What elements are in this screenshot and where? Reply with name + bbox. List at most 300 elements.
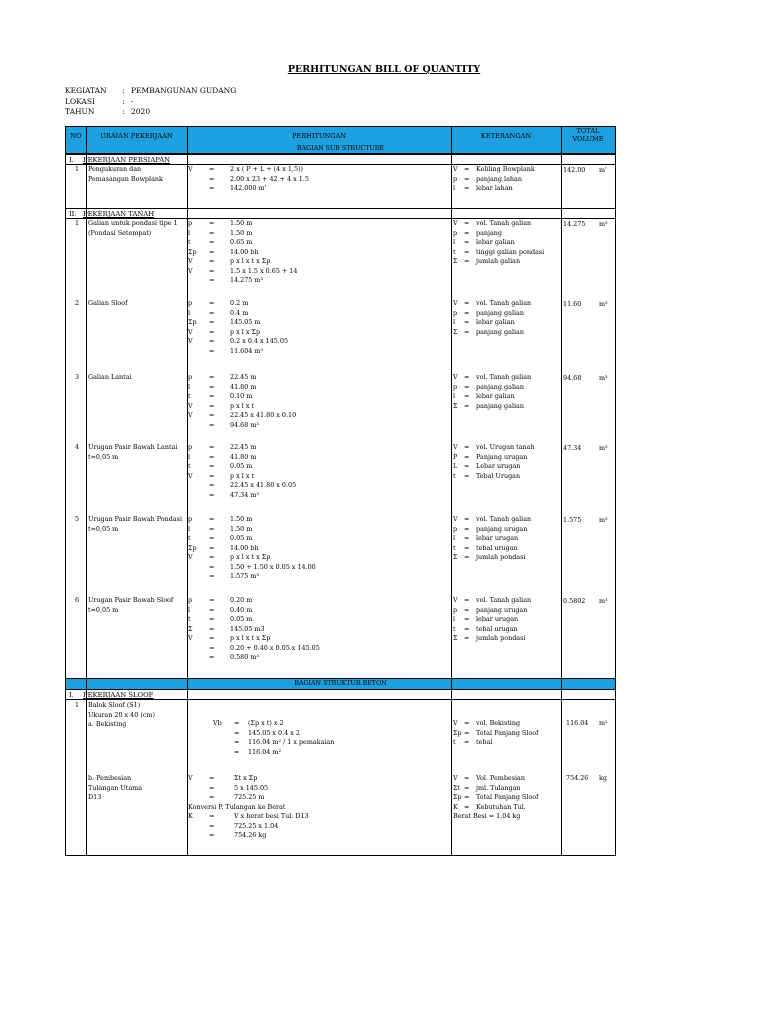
ket-equals: = [464,783,470,792]
ket-text: vol. Tanah galian [476,299,532,307]
total-value: 11.60 [563,300,582,308]
item-description: Urugan Pasir Bawah Lantai [88,443,178,451]
ket-equals: = [464,327,470,336]
calc-equals: = [209,562,215,571]
row-divider [66,154,615,155]
section-number: II. [69,210,77,218]
calc-symbol: t [188,238,191,246]
calc-expression: 22.45 x 41.80 x 0.10 [230,411,297,419]
info-value: 2020 [131,107,151,116]
calc-expression: (Σp x t) x 2 [248,719,284,727]
conversion-label: Konversi P. Tulangan ke Berat [188,802,286,811]
ket-symbol: Σ [453,401,458,410]
ket-equals: = [464,401,470,410]
item-number: 3 [75,373,80,381]
ket-text: vol. Tanah galian [476,219,532,227]
info-value: - [131,96,134,106]
calc-expression: 0.05 m [230,534,253,542]
calc-equals: = [209,411,215,419]
ket-equals: = [464,219,470,227]
item-description: D13 [88,793,102,801]
calc-equals: = [209,266,215,275]
calc-equals: = [209,596,215,604]
item-number: 6 [75,596,80,604]
item-description: Galian untuk pondasi tipe 1 [88,219,178,227]
ket-symbol: Σ [453,634,458,642]
calc-symbol: Σp [188,318,197,326]
item-description: Urugan Pasir Bawah Sloof [88,596,174,604]
calc-expression: 0.2 x 0.4 x 145.05 [230,337,289,345]
calc-expression: 0.05 m [230,615,253,623]
ket-symbol: p [453,174,458,183]
ket-text: panjang galian [476,382,524,391]
calc-symbol: V [188,553,193,561]
ket-equals: = [464,318,470,326]
calc-symbol: t [188,462,191,470]
total-value: 94.68 [563,374,582,382]
ket-equals: = [464,728,470,737]
ket-text: tebal [476,738,493,746]
calc-equals: = [209,624,215,633]
calc-symbol: V [188,774,193,782]
ket-text: lebar urugan [476,534,519,542]
total-unit: m³ [599,444,608,452]
calc-equals: = [209,831,215,839]
calc-equals: = [209,481,215,489]
ket-symbol: Σp [453,728,462,737]
ket-text: jumlah pondasi [476,634,526,642]
total-unit: m³ [599,300,608,308]
ket-text: Kebutuhan Tul. [476,802,526,811]
calc-expression: 145.05 m [230,318,261,326]
ket-equals: = [464,462,470,470]
calc-equals: = [209,534,215,542]
ket-equals: = [464,802,470,811]
calc-equals: = [234,719,240,727]
item-description: Galian Lantai [88,373,132,381]
calc-equals: = [209,308,215,317]
item-description: (Pondasi Setempat) [88,228,152,237]
ket-text: lebar galian [476,318,515,326]
calc-expression: 22.45 x 41.80 x 0.05 [230,481,297,489]
ket-text: vol. Urugan tanah [476,443,535,451]
item-description: Balok Sloof (S1) [88,701,141,709]
item-description: Pengukuran dan [88,165,142,173]
total-value: 1.575 [563,516,582,524]
calc-expression: p x l x t [230,401,255,410]
calc-expression: 22.45 m [230,373,257,381]
calc-equals: = [209,420,215,429]
ket-equals: = [464,624,470,633]
ket-equals: = [464,299,470,307]
calc-equals: = [209,401,215,410]
calc-expression: p x l x t x Σp [230,634,271,642]
item-description: Ukuran 20 x 40 (cm) [88,710,155,719]
calc-equals: = [209,615,215,623]
ket-equals: = [464,524,470,533]
calc-equals: = [209,443,215,451]
ket-symbol: p [453,605,458,614]
calc-expression: 1.50 m [230,219,253,227]
calc-symbol: K [188,812,193,820]
ket-text: Tebal Urugan [476,471,521,480]
row-divider [66,699,615,700]
calc-equals: = [234,738,240,746]
calc-symbol: p [188,373,193,381]
ket-symbol: Σ [453,553,458,561]
ket-symbol: L [453,462,458,470]
ket-equals: = [464,774,470,782]
ket-equals: = [464,443,470,451]
ket-equals: = [464,184,470,192]
calc-expression: 41.80 m [230,452,257,461]
calc-expression: 2 x ( P + L + (4 x 1,5)) [230,165,304,173]
item-description: t=0,05 m [88,524,119,533]
calc-expression: 754.26 kg [234,831,267,839]
calc-equals: = [209,238,215,246]
calc-equals: = [209,184,215,192]
calc-expression: 0.4 m [230,308,249,317]
info-label: LOKASI [65,96,95,106]
total-unit: kg [599,774,607,782]
total-unit: m² [599,719,608,727]
ket-symbol: l [453,534,456,542]
calc-expression: p x l x Σp [230,327,261,336]
ket-text: Total Panjang Sloof [476,793,539,801]
ket-symbol: K [453,802,458,811]
ket-equals: = [464,515,470,523]
item-description: b. Pembesian [88,774,132,782]
row-divider [66,208,615,209]
ket-symbol: V [453,774,458,782]
calc-expression: 2.00 x 23 + 42 + 4 x 1.5 [230,174,309,183]
ket-equals: = [464,634,470,642]
ket-symbol: p [453,308,458,317]
calc-equals: = [209,653,215,661]
calc-symbol: V [188,634,193,642]
calc-equals: = [209,392,215,400]
calc-symbol: Vb [213,719,222,727]
calc-expression: 1.50 m [230,228,253,237]
calc-equals: = [209,783,215,792]
calc-expression: 11.604 m³ [230,346,264,355]
calc-expression: p x l x t [230,471,255,480]
ket-equals: = [464,238,470,246]
ket-symbol: P [453,452,458,461]
ket-symbol: Σ [453,257,458,265]
calc-symbol: V [188,401,193,410]
ket-equals: = [464,247,470,256]
calc-symbol: V [188,165,193,173]
calc-equals: = [209,228,215,237]
ket-text: Panjang urugan [476,452,528,461]
calc-equals: = [209,471,215,480]
ket-symbol: l [453,184,456,192]
calc-expression: 145.05 m3 [230,624,265,633]
ket-text: tinggi galian pondasi [476,247,545,256]
ket-text: vol. Tanah galian [476,373,532,381]
header-perhitungan: PERHITUNGAN [291,132,347,140]
ket-symbol: t [453,543,456,552]
calc-equals: = [209,257,215,265]
ket-text: vol. Tanah galian [476,515,532,523]
calc-expression: p x l x t x Σp [230,553,271,561]
item-description: Urugan Pasir Bawah Pondasi [88,515,182,523]
ket-text: jumlah pondasi [476,553,526,561]
calc-expression: 1.50 m [230,515,253,523]
calc-expression: 0.580 m³ [230,653,259,661]
ket-symbol: Σp [453,793,462,801]
calc-symbol: l [188,308,191,317]
header-keterangan: KETERANGAN [480,132,532,140]
item-description: Pemasangan Bowplank [88,174,163,183]
calc-equals: = [209,774,215,782]
ket-symbol: V [453,373,458,381]
calc-equals: = [209,299,215,307]
section-title: PEKERJAAN TANAH [83,210,155,218]
ket-equals: = [464,596,470,604]
calc-expression: 1.50 + 1.50 x 0.05 x 14.00 [230,562,316,571]
calc-equals: = [209,219,215,227]
header-total: TOTAL VOLUME [572,127,604,143]
calc-equals: = [209,515,215,523]
calc-expression: 14.00 bh [230,247,259,256]
total-value: 14.275 [563,220,586,228]
calc-symbol: t [188,392,191,400]
ket-symbol: V [453,443,458,451]
ket-text: Keliling Bowplank [476,165,535,173]
ket-text: lebar galian [476,238,515,246]
calc-equals: = [209,572,215,580]
calc-expression: 14.00 bh [230,543,259,552]
total-unit: m³ [599,597,608,605]
calc-equals: = [209,327,215,336]
info-separator: : [122,96,125,106]
ket-equals: = [464,605,470,614]
item-number: 4 [75,443,80,451]
calc-expression: 145.05 x 0.4 x 2 [248,728,300,737]
ket-text: vol. Bekisting [476,719,521,727]
ket-text: jml. Tulangan [476,783,521,792]
ket-text: Total Panjang Sloof [476,728,539,737]
boq-table [65,126,616,856]
total-value: 754.26 [566,774,589,782]
item-number: 1 [75,219,80,227]
info-label: KEGIATAN [65,86,107,95]
ket-text: panjang galian [476,401,524,410]
ket-text: panjang galian [476,308,524,317]
calc-expression: 116.04 m² [248,747,282,756]
calc-expression: 1.50 m [230,524,253,533]
ket-text: tebal urugan [476,543,518,552]
ket-equals: = [464,471,470,480]
item-number: 1 [75,701,80,709]
calc-symbol: V [188,337,193,345]
calc-equals: = [209,793,215,801]
ket-equals: = [464,615,470,623]
item-description: Tulangan Utama [88,783,143,792]
calc-symbol: Σp [188,247,197,256]
calc-symbol: p [188,596,193,604]
calc-expression: 22.45 m [230,443,257,451]
item-description: t=0,05 m [88,605,119,614]
ket-equals: = [464,534,470,542]
calc-symbol: l [188,228,191,237]
calc-expression: V x berat besi Tul. D13 [234,812,309,820]
calc-expression: 14.275 m³ [230,276,264,284]
ket-equals: = [464,392,470,400]
ket-symbol: p [453,228,458,237]
calc-equals: = [209,382,215,391]
calc-symbol: t [188,534,191,542]
calc-symbol: V [188,327,193,336]
column-divider [561,127,562,855]
total-value: 47.34 [563,444,582,452]
ket-text: lebar lahan [476,184,513,192]
calc-symbol: l [188,605,191,614]
total-value: 116.04 [566,719,589,727]
item-description: Galian Sloof [88,299,128,307]
calc-equals: = [209,247,215,256]
ket-text: Lebar urugan [476,462,521,470]
ket-symbol: p [453,524,458,533]
calc-equals: = [209,318,215,326]
calc-symbol: V [188,257,193,265]
ket-equals: = [464,382,470,391]
calc-expression: 47.34 m³ [230,490,259,499]
ket-text: lebar urugan [476,615,519,623]
calc-symbol: V [188,266,193,275]
ket-text: panjang lahan [476,174,522,183]
calc-symbol: V [188,471,193,480]
ket-symbol: Σ [453,327,458,336]
ket-symbol: t [453,624,456,633]
ket-equals: = [464,738,470,746]
ket-text: lebar galian [476,392,515,400]
calc-expression: 0.20 + 0.40 x 0.05 x 145.05 [230,643,320,652]
item-number: 2 [75,299,80,307]
ket-equals: = [464,373,470,381]
ket-equals: = [464,543,470,552]
document-title: PERHITUNGAN BILL OF QUANTITY [287,64,481,75]
calc-expression: p x l x t x Σp [230,257,271,265]
calc-expression: 116.04 m² / 1 x pemakaian [248,738,335,746]
ket-text: tebal urugan [476,624,518,633]
calc-symbol: l [188,452,191,461]
ket-symbol: V [453,219,458,227]
calc-equals: = [209,165,215,173]
calc-expression: 0.2 m [230,299,249,307]
calc-equals: = [209,634,215,642]
calc-equals: = [209,346,215,355]
ket-text: panjang urugan [476,605,528,614]
total-value: 0.5802 [563,597,586,605]
ket-symbol: l [453,392,456,400]
calc-symbol: p [188,219,193,227]
calc-symbol: p [188,515,193,523]
ket-equals: = [464,308,470,317]
calc-symbol: p [188,299,193,307]
total-unit: m' [599,166,607,174]
ket-symbol: V [453,299,458,307]
ket-equals: = [464,719,470,727]
calc-symbol: V [188,411,193,419]
header-uraian: URAIAN PEKERJAAN [100,132,173,140]
calc-symbol: p [188,443,193,451]
ket-symbol: p [453,382,458,391]
ket-equals: = [464,793,470,801]
total-unit: m³ [599,516,608,524]
calc-expression: 0.05 m [230,462,253,470]
item-number: 1 [75,165,80,173]
ket-symbol: l [453,238,456,246]
section-number: I. [69,691,74,699]
calc-equals: = [234,728,240,737]
calc-expression: 142.000 m' [230,184,267,192]
ket-symbol: t [453,471,456,480]
calc-equals: = [209,643,215,652]
ket-symbol: V [453,719,458,727]
calc-equals: = [209,605,215,614]
item-number: 5 [75,515,80,523]
calc-equals: = [209,490,215,499]
section-number: I. [69,156,74,164]
ket-symbol: t [453,738,456,746]
calc-symbol: t [188,615,191,623]
ket-text: jumlah galian [476,257,521,265]
calc-expression: 725.25 x 1.04 [234,821,279,830]
info-label: TAHUN [65,107,95,116]
ket-symbol: l [453,615,456,623]
calc-expression: 5 x 145.05 [234,783,269,792]
item-description: t=0,05 m [88,452,119,461]
header-no: NO [70,132,82,140]
total-unit: m³ [599,374,608,382]
calc-expression: 1.575 m³ [230,572,259,580]
column-divider [451,127,452,855]
calc-symbol: Σp [188,543,197,552]
section-title: PEKERJAAN SLOOF [83,691,154,699]
calc-expression: 725.25 m [234,793,265,801]
item-description: a. Bekisting [88,720,127,728]
ket-text: Vol. Pembesian [476,774,525,782]
calc-equals: = [209,337,215,345]
row-divider [66,689,615,690]
ket-text: panjang galian [476,327,524,336]
info-separator: : [122,107,125,116]
info-value: PEMBANGUNAN GUDANG [131,86,237,95]
ket-text: Berat Besi = 1.04 kg [453,812,521,820]
calc-expression: Σt x Σp [234,774,258,782]
calc-equals: = [209,543,215,552]
ket-symbol: l [453,318,456,326]
ket-symbol: V [453,165,458,173]
calc-equals: = [209,276,215,284]
calc-equals: = [234,747,240,756]
ket-text: panjang [476,228,503,237]
calc-expression: 0.20 m [230,596,253,604]
ket-text: vol. Tanah galian [476,596,532,604]
calc-equals: = [209,462,215,470]
calc-symbol: Σ [188,624,193,633]
calc-equals: = [209,452,215,461]
calc-equals: = [209,553,215,561]
banner-label: BAGIAN STRUKTUR BETON [294,680,387,687]
ket-symbol: V [453,515,458,523]
ket-equals: = [464,165,470,173]
ket-equals: = [464,257,470,265]
calc-symbol: l [188,382,191,391]
